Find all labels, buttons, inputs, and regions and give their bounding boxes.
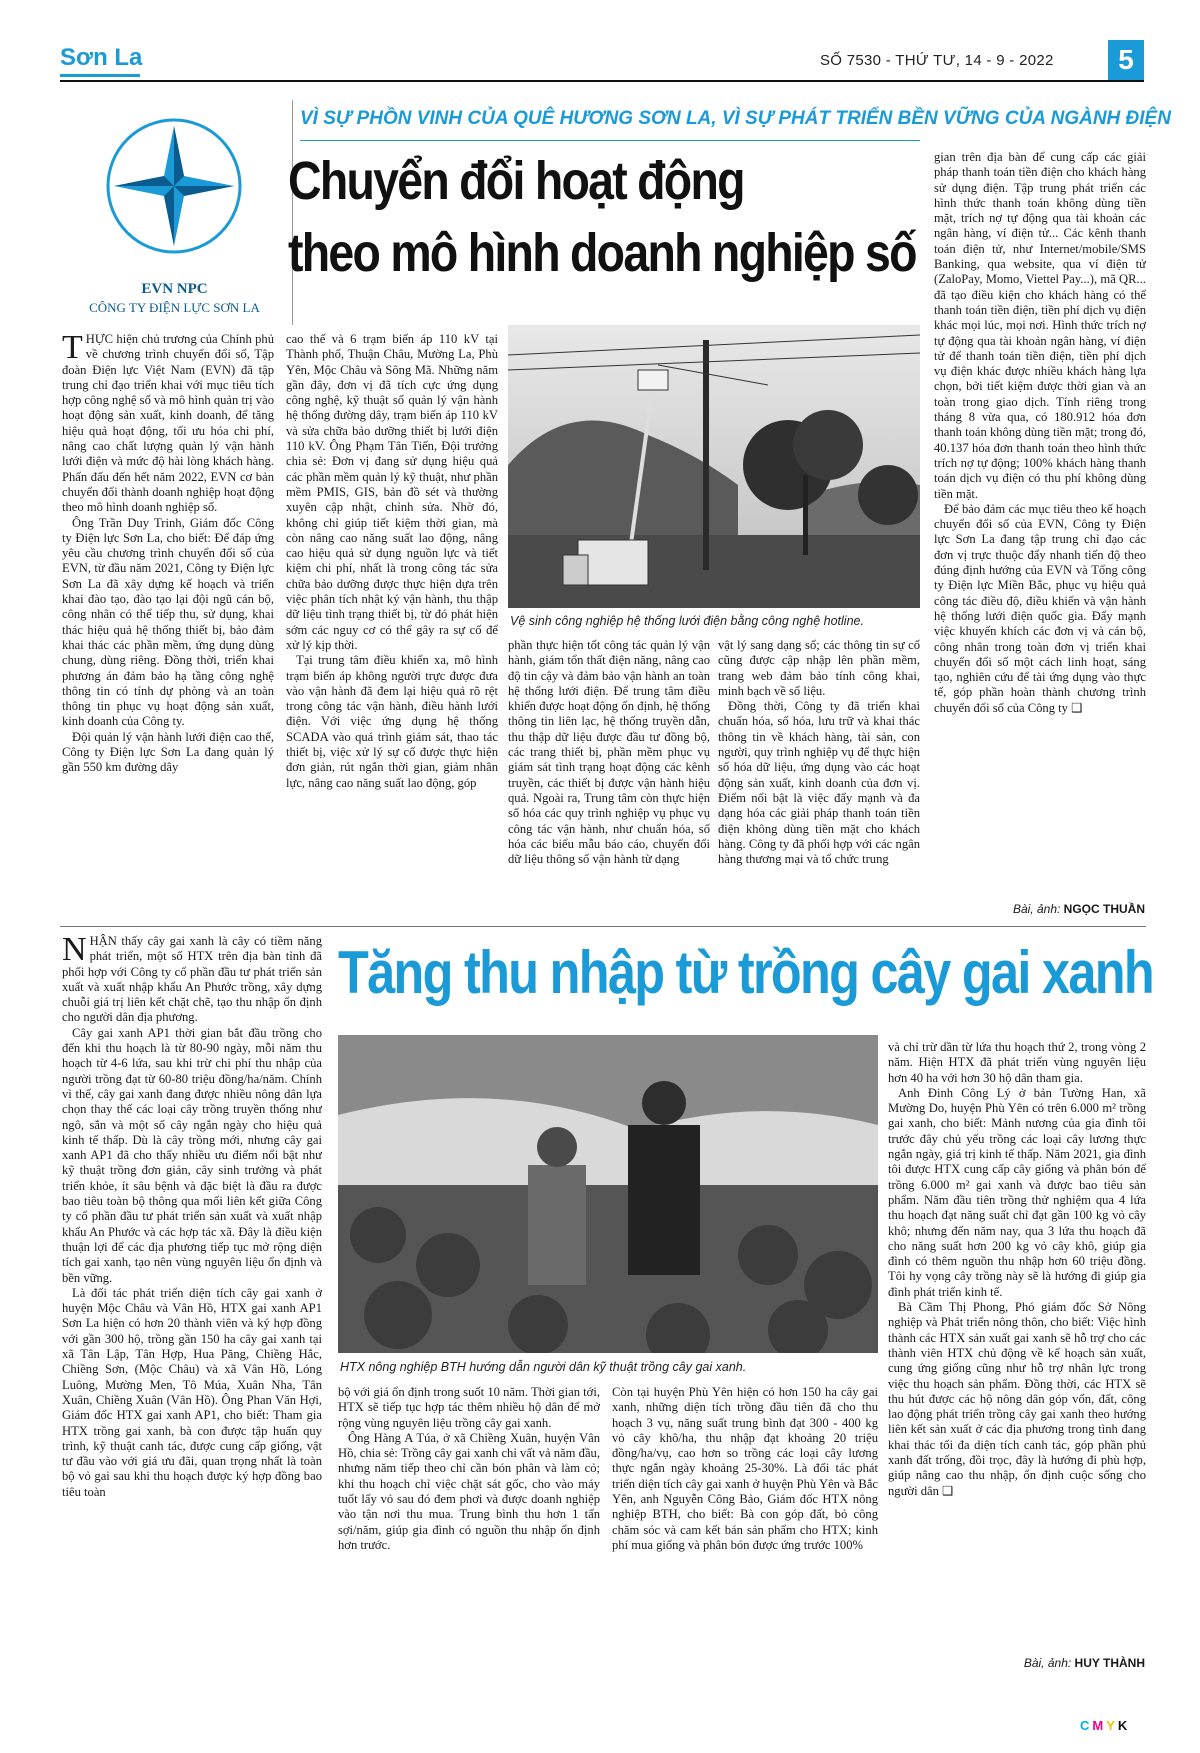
article1-column-1	[62, 332, 274, 917]
article2-column-3	[612, 1385, 878, 1675]
header-rule	[60, 80, 1144, 82]
paragraph: Ông Hàng A Túa, ở xã Chiềng Xuân, huyện Vân Hồ, chia sẻ: Trồng cây gai xanh chỉ vất vả năm đầu, nhưng năm tiếp theo chỉ cần bón phân và làm cỏ; khi thu hoạch chỉ việc chặt sát gốc, cho vào máy tuốt lấy vỏ sau đó đem phơi và được doanh nghiệp vào tận nơi thu mua. Trung bình thu hơn 1 tấn sợi/năm, giúp gia đình có nguồn thu nhập ổn định hơn trước.	[338, 1430, 600, 1552]
paragraph: Là đối tác phát triển diện tích cây gai xanh ở huyện Mộc Châu và Vân Hồ, HTX gai xanh AP1 Sơn La hiện có hơn 20 thành viên và ký hợp đồng với gần 300 hộ, trồng gần 150 ha cây gai xanh tại xã Tân Lập, Tân Hợp, Hua Păng, Chiềng Hắc, Chiềng Sơn, (Mộc Châu) và xã Vân Hồ, Lóng Luông, Mường Men, Tô Múa, Xuân Nha, Tân Xuân, Chiềng Xuân (Vân Hồ). Ông Phan Văn Hợi, Giám đốc HTX gai xanh AP1, cho biết: Tham gia HTX trồng gai xanh, bà con được tập huấn quy trình, kỹ thuật canh tác, được cung cấp giống, vật tư đầu vào với giá ưu đãi, quan trọng nhất là toàn bộ vỏ gai sau khi thu hoạch được ký hợp đồng bao tiêu toàn	[62, 1285, 322, 1499]
paragraph: cao thế và 6 trạm biến áp 110 kV tại Thành phố, Thuận Châu, Mường La, Phù Yên, Mộc Châu và Sông Mã. Những năm gần đây, đơn vị đã tích cực ứng dụng công nghệ, kỹ thuật số quản lý vận hành hệ thống đường dây, trạm biến áp 110 kV và sửa chữa bảo dưỡng thiết bị lưới điện 110 kV. Ông Phạm Tân Tiến, Đội trưởng chia sẻ: Đơn vị đang sử dụng hiệu quả các phần mềm quản lý kỹ thuật, như phần mềm PMIS, GIS, bản đồ sét và thường xuyên cập nhật, chỉnh sửa. Nhờ đó, không chỉ giúp tiết kiệm thời gian, mà còn nâng cao năng suất lao động, nâng cao hiệu quả sử dụng nguồn lực và tiết kiệm chi phí, nhất là trong công tác sửa chữa bảo dưỡng được thực hiện dựa trên việc phân tích nhật ký vận hành, thu thập dữ liệu tình trạng thiết bị, từ đó phát hiện sớm các nguy cơ có thể gây ra sự cố để xử lý kịp thời.	[286, 332, 498, 652]
dropcap: N	[62, 934, 87, 968]
article2-photo	[338, 1035, 878, 1353]
logo-org: CÔNG TY ĐIỆN LỰC SƠN LA	[89, 300, 260, 315]
cmyk-c: C	[1080, 1718, 1093, 1733]
paragraph: Bà Cầm Thị Phong, Phó giám đốc Sở Nông nghiệp và Phát triển nông thôn, cho biết: Việc hình thành các HTX sản xuất gai xanh sẽ hỗ trợ cho các thành viên HTX chủ động về kế hoạch sản xuất, cung ứng giống cũng như hỗ trợ nhân lực trong việc thu hoạch sản phẩm. Đồng thời, các HTX sẽ thu hút được các hộ nông dân góp vốn, đất, công lao động phát triển trồng cây gai xanh theo hướng liên kết sản xuất ở các địa phương trong tình đang khai thác tối đa diện tích canh tác, góp phần phủ xanh đất trống, đồi trọc, đây là hướng đi phù hợp, giúp nâng cao thu nhập, ổn định cuộc sống cho người dân ❑	[888, 1300, 1146, 1498]
byline-prefix: Bài, ảnh:	[1012, 902, 1061, 916]
paragraph: và chỉ trừ dần từ lứa thu hoạch thứ 2, trong vòng 2 năm. Hiện HTX đã phát triển vùng nguyên liệu hơn 40 ha với hơn 30 hộ dân tham gia.	[888, 1040, 1146, 1085]
paragraph: vật lý sang dạng số; các thông tin sự cố cũng được cập nhập lên phần mềm, trang web đảm bảo tính công khai, minh bạch về số liệu.	[718, 638, 920, 698]
byline-name: NGỌC THUẦN	[1063, 902, 1145, 916]
paragraph: Để bảo đảm các mục tiêu theo kế hoạch chuyển đổi số của EVN, Công ty Điện lực Sơn La đang tập trung chỉ đạo các đơn vị trực thuộc đẩy nhanh tiến độ theo đúng định hướng của EVN và Tổng công ty Điện lực Miền Bắc, phục vụ hiệu quả công tác điều độ, điều khiển và vận hành hệ thống lưới điện quốc gia. Đẩy mạnh việc khuyến khích các đơn vị và cán bộ, công nhân trong toàn đơn vị triển khai chuyển đổi số một cách linh hoạt, sáng tạo, nghiên cứu để tài ứng dụng vào thực tế, góp phần hoàn thành chương trình chuyển đổi số của Công ty ❑	[934, 501, 1146, 715]
paragraph: Anh Đinh Công Lý ở bản Tường Han, xã Mường Do, huyện Phù Yên có trên 6.000 m² trồng gai xanh, cho biết: Mảnh nương của gia đình tôi trước đây chủ yếu trồng các loại cây lương thực ngắn ngày, giá trị kinh tế thấp. Năm 2021, gia đình tôi được HTX cung cấp cây giống và phân bón để trồng 6.000 m² gai xanh và được bao tiêu sản phẩm. Năm đầu tiên trồng thử nghiệm qua 4 lứa thu hoạch đạt năng suất chỉ đạt gần 100 kg vỏ cây khô; nhưng đến năm nay, qua 3 lứa thu hoạch đã cho năng suất hơn 200 kg vỏ cây khô, giúp gia đình có thêm nguồn thu nhập hơn 60 triệu đồng. Tôi hy vọng cây trồng này sẽ là hướng đi giúp gia đình phát triển kinh tế.	[888, 1085, 1146, 1299]
article1-byline	[990, 902, 1145, 916]
byline-prefix: Bài, ảnh:	[1023, 1656, 1072, 1670]
cmyk-m: M	[1092, 1718, 1107, 1733]
power-line-scene-image	[508, 325, 920, 608]
paragraph: Đội quản lý vận hành lưới điện cao thế, Công ty Điện lực Sơn La đang quản lý gần 550 km đường dây	[62, 729, 274, 775]
paragraph: bộ với giá ổn định trong suốt 10 năm. Thời gian tới, HTX sẽ tiếp tục hợp tác thêm nhiều hộ dân để mở rộng vùng nguyên liệu trồng cây gai xanh.	[338, 1385, 600, 1430]
page-number: 5	[1108, 40, 1144, 80]
issue-info: SỐ 7530 - THỨ TƯ, 14 - 9 - 2022	[820, 52, 1054, 69]
farm-field-scene-image	[338, 1035, 878, 1353]
dropcap: T	[62, 332, 83, 366]
section-name: Sơn La	[60, 44, 143, 71]
article2-title: Tăng thu nhập từ trồng cây gai xanh	[338, 939, 1153, 1006]
evn-logo-icon	[62, 104, 287, 274]
article1-photo-caption: Vệ sinh công nghiệp hệ thống lưới điện bằng công nghệ hotline.	[510, 614, 864, 628]
cmyk-k: K	[1117, 1718, 1131, 1733]
logo-box	[62, 104, 287, 324]
logo-name: EVN NPC	[141, 281, 208, 297]
cmyk-y: Y	[1106, 1718, 1118, 1733]
article1-title-line2: theo mô hình doanh nghiệp số	[288, 223, 916, 283]
article2-photo-caption: HTX nông nghiệp BTH hướng dẫn người dân kỹ thuật trồng cây gai xanh.	[340, 1360, 747, 1374]
article1-column-3	[508, 638, 710, 918]
article2-byline	[960, 1656, 1145, 1670]
article1-column-4	[718, 638, 920, 918]
banner-rule	[300, 140, 920, 141]
article1-photo	[508, 325, 920, 608]
cmyk-marker	[1080, 1718, 1130, 1733]
paragraph: Cây gai xanh AP1 thời gian bắt đầu trồng cho đến khi thu hoạch là từ 80-90 ngày, mỗi năm thu hoạch từ 4-6 lứa, sau khi trừ chi phí thu nhập của người trồng đạt từ 60-80 triệu đồng/ha/năm. Chính vì thế, cây gai xanh đang được nhiều nông dân lựa chọn thay thế các loại cây trồng truyền thống như ngô, sắn và một số cây ngắn ngày cho hiệu quả kinh tế thấp. Dù là cây trồng mới, nhưng cây gai xanh AP1 đã cho thấy nhiều ưu điểm nổi bật như kỹ thuật trồng đơn giản, cây sinh trưởng và phát triển khỏe, ít sâu bệnh và đặc biệt là đầu ra được bao tiêu toàn bộ thông qua mối liên kết giữa Công ty cổ phần đầu tư phát triển sản xuất và xuất nhập khẩu An Phước và các hợp tác xã. Đây là điều kiện thuận lợi để các địa phương tiếp tục mở rộng diện tích gai xanh, tạo nên vùng nguyên liệu ổn định và bền vững.	[62, 1025, 322, 1285]
article1-column-2	[286, 332, 498, 917]
article2-column-2	[338, 1385, 600, 1675]
article-divider	[60, 926, 1146, 927]
paragraph: phần thực hiện tốt công tác quản lý vận hành, giám tổn thất điện năng, nâng cao độ tin cậy và đảm bảo vận hành an toàn hệ thống lưới điện. Để trung tâm điều khiển được hoạt động ổn định, hệ thống thông tin liên lạc, hệ thống truyền dẫn, thu thập dữ liệu được đầu tư đồng bộ, các trang thiết bị, phần mềm phục vụ giám sát tình trạng hoạt động các kênh truyền, các thiết bị được vận hành hiệu quả. Ngoài ra, Trung tâm còn thực hiện số hóa các quy trình nghiệp vụ phục vụ công tác vận hành, như chuẩn hóa, số hóa các biểu mẫu báo cáo, chuyển đổi dữ liệu thông số vận hành từ dạng	[508, 638, 710, 867]
paragraph: Tại trung tâm điều khiển xa, mô hình trạm biến áp không người trực được đưa vào vận hành đã đem lại hiệu quả rõ rệt trong công tác vận hành, điều hành lưới điện. Với việc ứng dụng hệ thống SCADA vào quá trình giám sát, thao tác thiết bị, việc xử lý sự cố được thực hiện đơn giản, rút ngắn thời gian, giảm nhân lực, nâng cao năng suất lao động, góp	[286, 653, 498, 790]
logo-divider	[292, 100, 293, 325]
paragraph: gian trên địa bàn để cung cấp các giải pháp thanh toán tiền điện cho khách hàng sử dụng điện. Tập trung phát triển các hình thức thanh toán không dùng tiền mặt, trích nợ tự động qua tài khoản các ngân hàng, ví điện tử... Các kênh thanh toán điện tử, như Internet/mobile/SMS Banking, qua website, qua ví điện tử (ZaloPay, Momo, Viettel Pay...), mã QR... đã tạo điều kiện cho khách hàng có thể thanh toán tiền điện, tiền phí dịch vụ điện khác mọi lúc, mọi nơi. Hình thức trích nợ tự động qua tài khoản ngân hàng, ví điện tử để thanh toán tiền điện, tiền phí dịch vụ điện khác được nhiều khách hàng lựa chọn, bởi tiết kiệm được thời gian và an toàn trong giao dịch. Tính riêng trong tháng 8 vừa qua, có 180.912 hóa đơn thanh toán không dùng tiền mặt; trong đó, 40.137 hóa đơn thanh toán theo hình thức trích nợ tự động; 100% khách hàng thanh toán dịch vụ điện có thu phí không dùng tiền mặt.	[934, 150, 1146, 501]
article2-column-1	[62, 934, 322, 1674]
byline-name: HUY THÀNH	[1074, 1656, 1145, 1670]
article1-banner: VÌ SỰ PHỒN VINH CỦA QUÊ HƯƠNG SƠN LA, VÌ SỰ PHÁT TRIỂN BỀN VỮNG CỦA NGÀNH ĐIỆN	[300, 108, 1171, 129]
article2-column-4	[888, 1040, 1146, 1652]
article1-column-5	[934, 150, 1146, 902]
paragraph: HẬN thấy cây gai xanh là cây có tiềm năng phát triển, một số HTX trên địa bàn tỉnh đã phối hợp với Công ty cổ phần đầu tư phát triển sản xuất và xuất nhập khẩu An Phước trồng, xây dựng chuỗi giá trị liên kết chặt chẽ, tạo thu nhập ổn định cho người dân địa phương.	[62, 934, 322, 1025]
article1-title-line1: Chuyển đổi hoạt động	[288, 151, 744, 211]
paragraph: Đồng thời, Công ty đã triển khai chuẩn hóa, số hóa, lưu trữ và khai thác thông tin về khách hàng, tài sản, con người, quy trình nghiệp vụ để thực hiện số hóa dữ liệu, ứng dụng vào các hoạt động sản xuất, kinh doanh của đơn vị. Điểm nổi bật là việc đẩy mạnh và đa dạng hóa các giải pháp thanh toán tiền điện không dùng tiền mặt cho khách hàng. Công ty đã phối hợp với các ngân hàng thương mại và tổ chức trung	[718, 699, 920, 867]
section-underline	[60, 74, 140, 77]
paragraph: Còn tại huyện Phù Yên hiện có hơn 150 ha cây gai xanh, những diện tích trồng đầu tiên đã cho thu hoạch 3 vụ, năng suất trung bình đạt 300 - 400 kg vỏ cây khô/ha, thu nhập đạt khoảng 20 triệu đồng/ha/vụ, cao hơn so trồng các loại cây lương thực ngắn ngày khoảng 25-30%. Là đối tác phát triển diện tích cây gai xanh ở huyện Phù Yên và Bắc Yên, anh Nguyễn Công Bảo, Giám đốc HTX nông nghiệp BTH, cho biết: Bà con góp đất, bỏ công chăm sóc và cam kết bán sản phẩm cho HTX; kinh phí mua giống và phân bón được ứng trước 100%	[612, 1385, 878, 1552]
paragraph: Ông Trần Duy Trinh, Giám đốc Công ty Điện lực Sơn La, cho biết: Để đáp ứng yêu cầu chương trình chuyển đổi số của EVN, từ đầu năm 2021, Công ty Điện lực Sơn La đã xây dựng kế hoạch và triển khai đào tạo, đào tạo lại đội ngũ cán bộ, công nhân có thể tiếp thu, sử dụng, khai thác hiệu quả hệ thống thiết bị, bảo đảm khai thác các phần mềm, ứng dụng dùng chung, dùng riêng. Đồng thời, triển khai phương án đảm bảo hạ tầng công nghệ thông tin có tính dự phòng và an toàn thông tin phục vụ hoạt động sản xuất, kinh doanh của Công ty.	[62, 515, 274, 729]
paragraph: HỰC hiện chủ trương của Chính phủ về chương trình chuyển đổi số, Tập đoàn Điện lực Việt Nam (EVN) đã tập trung chỉ đạo triển khai với mục tiêu tích hợp công nghệ số và mô hình quản trị vào hoạt động sản xuất, kinh doanh, để tăng hiệu quả hoạt động, tối ưu hóa chi phí, nâng cao chất lượng quản lý vận hành lưới điện và mức độ hài lòng khách hàng. Phấn đấu đến hết năm 2022, EVN cơ bản chuyển đổi thành doanh nghiệp hoạt động theo mô hình doanh nghiệp số.	[62, 332, 274, 515]
